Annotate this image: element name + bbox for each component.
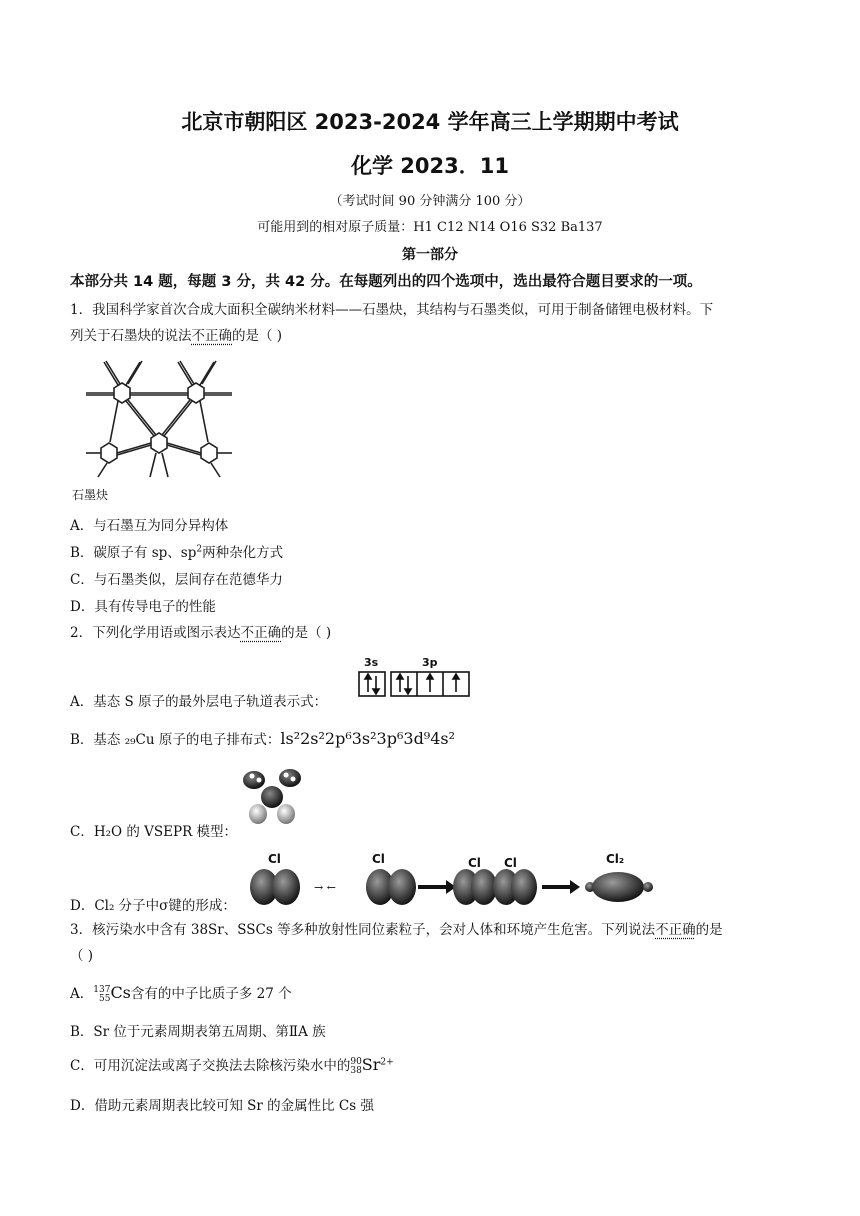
page-title: 北京市朝阳区 2023-2024 学年高三上学期期中考试	[181, 110, 679, 134]
q1-option-a: A．与石墨互为同分异构体	[70, 518, 229, 534]
q1-option-d: D．具有传导电子的性能	[70, 599, 216, 615]
emphasis-dots: 不正确	[191, 328, 232, 344]
q1-option-c: C．与石墨类似，层间存在范德华力	[70, 572, 283, 588]
nuclide-numbers: 137 55	[93, 984, 111, 1004]
q3-stem-line2: （ )	[70, 948, 94, 964]
orbital-diagram	[358, 670, 470, 698]
part-heading: 第一部分	[402, 247, 458, 263]
q2-option-c: C．H₂O 的 VSEPR 模型：	[70, 824, 238, 840]
q3-option-b: B．Sr 位于元素周期表第五周期、第ⅡA 族	[70, 1024, 326, 1040]
q3-option-d: D．借助元素周期表比较可知 Sr 的金属性比 Cs 强	[70, 1098, 374, 1114]
q2-stem: 2．下列化学用语或图示表达不正确的是（ )	[70, 625, 332, 641]
q2-option-b: B．基态 ₂₉Cu 原子的电子排布式：ls²2s²2p⁶3s²3p⁶3d⁹4s²	[70, 729, 456, 748]
sigma-bond-formation-image	[240, 866, 660, 908]
q3-stem-line1: 3．核污染水中含有 38Sr、SSCs 等多种放射性同位素粒子，会对人体和环境产生危害。下列说法不正确的是	[70, 922, 723, 938]
atomic-masses: 可能用到的相对原子质量：H1 C12 N14 O16 S32 Ba137	[257, 220, 603, 235]
figure-caption: 石墨炔	[72, 488, 109, 502]
q3-option-c: C．可用沉淀法或离子交换法去除核污染水中的90 $38Sr^{2+}$	[70, 1055, 394, 1076]
q3-option-a: A．137 55Cs含有的中子比质子多 27 个	[70, 983, 292, 1004]
nuclide-numbers: 90 38	[350, 1056, 362, 1076]
svg-text:→ ←: → ←	[314, 881, 336, 894]
cl-label: Cl	[468, 856, 481, 870]
q1-stem-line1: 1．我国科学家首次合成大面积全碳纳米材料——石墨炔，其结构与石墨类似，可用于制备储锂电极材料。下	[70, 302, 714, 318]
exam-time: （考试时间 90 分钟满分 100 分）	[329, 194, 531, 209]
emphasis-dots: 不正确	[240, 625, 282, 641]
orbital-label-3s: 3s	[364, 656, 379, 669]
subject-title: 化学 2023．11	[351, 154, 509, 178]
q1-option-b: B．碳原子有 sp、$sp^2$两种杂化方式	[70, 544, 284, 561]
q2-option-a: A．基态 S 原子的最外层电子轨道表示式：	[70, 694, 328, 710]
cl2-label: Cl₂	[606, 852, 625, 866]
cl-label: Cl	[268, 852, 281, 866]
vsepr-model-image	[240, 766, 304, 828]
q2-option-d: D．Cl₂ 分子中σ键的形成：	[70, 898, 236, 914]
cl-label: Cl	[504, 856, 517, 870]
electron-configuration: ls²2s²2p⁶3s²3p⁶3d⁹4s²	[280, 729, 456, 748]
emphasis-dots: 不正确	[655, 922, 696, 938]
q1-stem-line2: 列关于石墨炔的说法不正确的是（ )	[70, 328, 283, 344]
graphdiyne-structure-image	[84, 358, 234, 478]
cl-label: Cl	[372, 852, 385, 866]
section-instructions: 本部分共 14 题，每题 3 分，共 42 分。在每题列出的四个选项中，选出最符合题目要求的一项。	[70, 274, 702, 290]
orbital-label-3p: 3p	[422, 656, 438, 669]
